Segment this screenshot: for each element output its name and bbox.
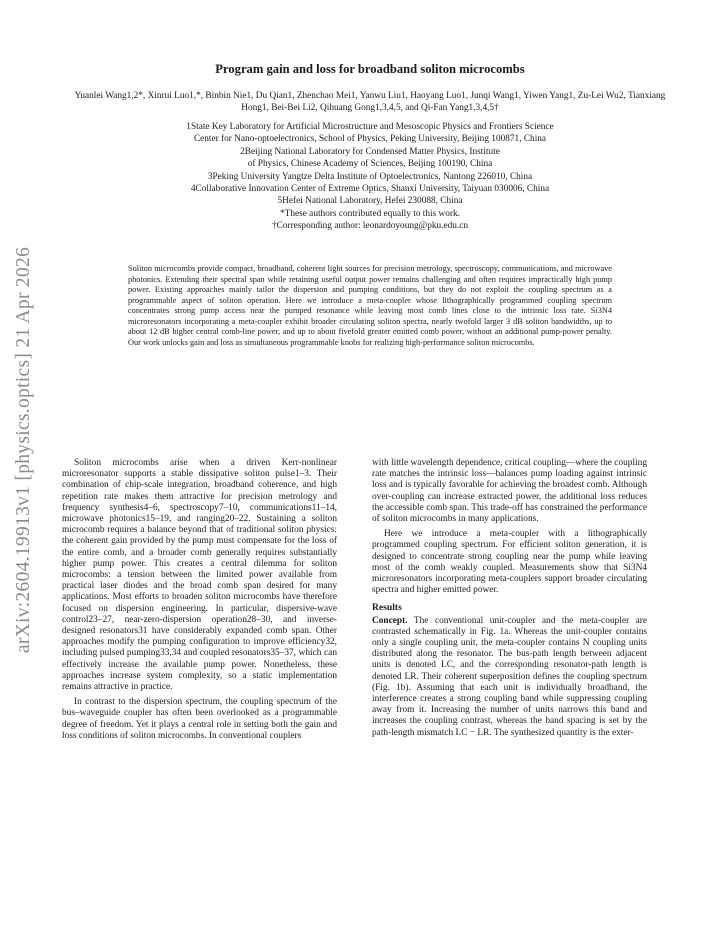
arxiv-identifier-text: arXiv:2604.19913v1 [physics.optics] 21 Apr 2026 [13, 246, 35, 654]
body-paragraph [372, 616, 647, 739]
affiliation-line: of Physics, Chinese Academy of Sciences, Beijing 100190, China [247, 159, 493, 170]
abstract: Soliton microcombs provide compact, broadband, coherent light sources for precision metrology, spectroscopy, communications, and microwave photonics. Extending their spectral span while retaining useful output power remains challenging and often requires impractically high pump power. Existing approaches mainly tailor the dispersion and pumping conditions, but they do not exploit the coupling spectrum as a programmable aspect of soliton operation. Here we introduce a meta-coupler whose lithographically programmed coupling spectrum concentrates strong pump access near the pumped resonance while leaving most comb lines close to the intrinsic loss rate. Si3N4 microresonators incorporating a meta-coupler exhibit broader circulating soliton spectra, nearly twofold larger 3 dB soliton bandwidths, up to about 12 dB higher central comb-line power, and up to about fivefold greater emitted comb power, without an additional pump-power penalty. Our work unlocks gain and loss as simultaneous programmable knobs for realizing high-performance soliton microcombs. [128, 264, 612, 347]
affiliation-line: 4Collaborative Innovation Center of Extreme Optics, Shanxi University, Taiyuan 030006, China [190, 184, 550, 195]
paper-title: Program gain and loss for broadband soliton microcombs [215, 62, 525, 76]
affiliation-line: 1State Key Laboratory for Artificial Microstructure and Mesoscopic Physics and Frontiers Science [186, 122, 554, 132]
concept-paragraph-text: The conventional unit-coupler and the meta-coupler are contrasted schematically in Fig. 1a. Whereas the unit-coupler contains only a single coupling unit, the meta-coupler contains N coupling units distributed along the resonator. The bus-path length between adjacent units is denoted LC, and the corresponding resonator-path length is denoted LR. Their coherent superposition defines the coupling spectrum (Fig. 1b). Assuming that each unit is individually broadband, the interference creates a strong coupling band while suppressing coupling away from it. Increasing the number of units narrows this band and increases the coupling contrast, whereas the band spacing is set by the path-length mismatch LC − LR. The synthesized quantity is the exter- [372, 615, 647, 738]
affiliation-line: 5Hefei National Laboratory, Hefei 230088, China [277, 196, 463, 207]
run-in-heading-concept: Concept. [372, 615, 408, 626]
body-paragraph: with little wavelength dependence, critical coupling—where the coupling rate matches the intrinsic loss—balances pump loading against intrinsic loss and is typically favorable for achieving the broadest comb. Although over-coupling can increase extracted power, the additional loss reduces the accessible comb span. This trade-off has constrained the performance of soliton microcombs in many applications. [372, 458, 647, 525]
body-paragraph: Here we introduce a meta-coupler with a lithographically programmed coupling spectrum. For efficient soliton generation, it is designed to concentrate strong coupling near the pump while leaving most of the comb weakly coupled. Measurements show that Si3N4 microresonators incorporating meta-couplers support broader circulating spectra and higher emitted power. [372, 529, 647, 596]
body-column-left [62, 458, 337, 742]
body-column-right [372, 458, 647, 739]
corresponding-author-note: †Corresponding author: leonardoyoung@pku.edu.cn [271, 221, 468, 232]
author-list: Yuanlei Wang1,2*, Xinrui Luo1,*, Binbin Nie1, Du Qian1, Zhenchao Mei1, Yanwu Liu1, Haoyang Luo1, Junqi Wang1, Yiwen Yang1, Zu-Lei Wu2, Tianxiang Hong1, Bei-Bei Li2, Qihuang Gong1,3,4,5, and Qi-Fan Yang1,3,4,5† [74, 91, 666, 114]
affiliation-line: 3Peking University Yangtze Delta Institute of Optoelectronics, Nantong 226010, China [207, 171, 533, 182]
arxiv-identifier-stamp [6, 230, 42, 670]
section-heading-results: Results [372, 602, 402, 614]
body-paragraph: Soliton microcombs arise when a driven Kerr-nonlinear microresonator supports a stable dissipative soliton pulse1–3. Their combination of chip-scale integration, broadband coherence, and high repetition rate makes them attractive for precision metrology and frequency synthesis4–6, spectroscopy7–10, communications11–14, microwave photonics15–19, and ranging20–22. Sustaining a soliton microcomb requires a balance beyond that of traditional soliton physics: the coherent gain provided by the pump must compensate for the loss of the entire comb, and a broader comb generally requires substantially higher pump power. This creates a central dilemma for soliton microcombs: a tension between the limited power available from practical laser diodes and the broad comb span desired for many applications. Most efforts to broaden soliton microcombs have therefore focused on dispersion engineering. In particular, dispersive-wave control23–27, near-zero-dispersion operation28–30, and inverse-designed resonators31 have considerably expanded comb span. Other approaches modify the pumping configuration to improve efficiency32, including pulsed pumping33,34 and coupled resonators35–37, which can effectively increase the available pump power. Nonetheless, these approaches increase system complexity, so a static implementation remains attractive in practice. [62, 458, 337, 693]
affiliation-list [74, 121, 666, 233]
affiliation-line: 2Beijing National Laboratory for Condensed Matter Physics, Institute [240, 146, 500, 157]
affiliation-line: Center for Nano-optoelectronics, School of Physics, Peking University, Beijing 100871, China [193, 134, 547, 145]
body-paragraph: In contrast to the dispersion spectrum, the coupling spectrum of the bus–waveguide coupler has often been overlooked as a programmable degree of freedom. Yet it plays a central role in setting both the gain and loss conditions of soliton microcombs. In conventional couplers [62, 697, 337, 741]
equal-contribution-note: *These authors contributed equally to this work. [280, 208, 460, 219]
